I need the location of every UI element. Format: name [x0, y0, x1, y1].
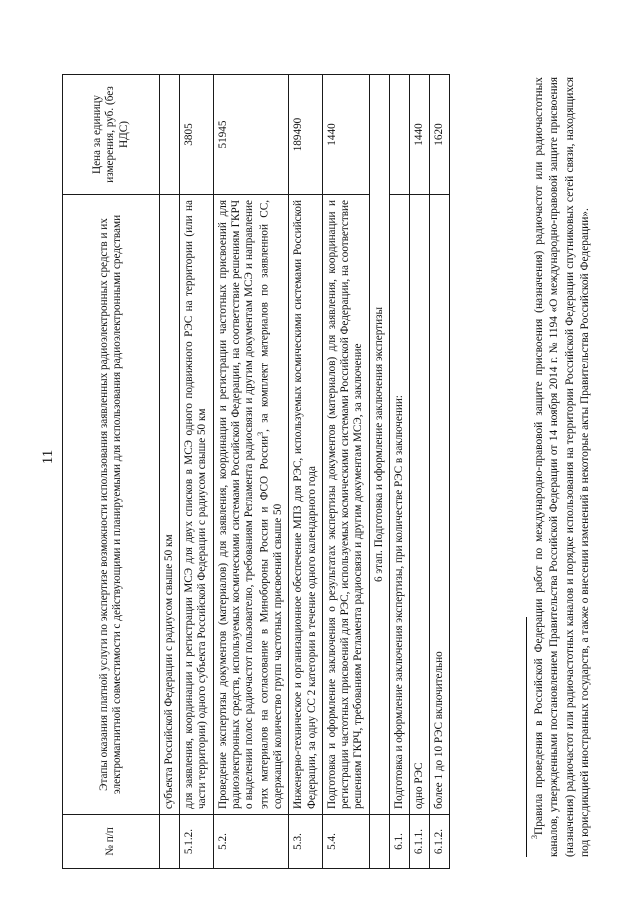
table-row — [160, 75, 180, 869]
table-row — [213, 75, 289, 869]
table-row — [289, 75, 322, 869]
row-description — [213, 195, 289, 815]
row-num: 6.1. — [389, 815, 409, 869]
row-description: Инженерно-техническое и организационное обеспечение МПЗ для РЭС, используемых космическими системами Российской Федерации, за одну СС 2 категории в течение одного календарного года — [289, 195, 322, 815]
row-price: 189490 — [289, 75, 322, 195]
row-price — [160, 75, 180, 195]
header-description: Этапы оказания платной услуги по экспертизе возможности использования заявленных радиоэлектронных средств и их электромагнитной совместимости с действующими и планируемыми для использования радиоэлектронными средствами — [63, 195, 160, 815]
row-num: 6.1.1. — [410, 815, 430, 869]
row-price: 51945 — [213, 75, 289, 195]
table-row — [180, 75, 213, 869]
price-table — [62, 74, 450, 869]
table-row — [322, 75, 369, 869]
row-description: Подготовка и оформление заключения экспертизы, при количестве РЭС в заключении: — [389, 195, 409, 815]
row-num: 6.1.2. — [430, 815, 450, 869]
row-description: Подготовка и оформление заключения о результатах экспертизы документов (материалов) для заявления, координации и регистрации частотных присвоений для РЭС, используемых космическими системами Российской Федерации, на соответствие решениям ГКРЧ, требованиям Регламента радиосвязи и другим документам МСЭ, за заключение — [322, 195, 369, 815]
row-description: субъекта Российской Федерации с радиусом свыше 50 км — [160, 195, 180, 815]
stage-title: 6 этап. Подготовка и оформление заключения экспертизы — [369, 75, 389, 815]
row-num: 5.2. — [213, 815, 289, 869]
row-num: 5.1.2. — [180, 815, 213, 869]
footnote-text: Правила проведения в Российской Федерации работ по международно-правовой защите присвоения (назначения) радиочастот или радиочастотных каналов, утвержденными постановлением Правительства Российской Федерации от 14 ноября 2014 г. № 1194 «О международно-правовой защите присвоения (назначения) радиочастот или радиочастотных каналов и порядке использования на территории Российской Федерации спутниковых сетей связи, находящихся под юрисдикцией иностранных государств, а также о внесении изменений в некоторые акты Правительства Российской Федерации». — [532, 77, 592, 857]
row-description: для заявления, координации и регистрации МСЭ для двух списков в МСЭ одного подвижного РЭС на территории (или на части территории) одного субъекта Российской Федерации с радиусом свыше 50 км — [180, 195, 213, 815]
page-number: 11 — [40, 449, 56, 465]
header-price: Цена за единицу измерения, руб. (без НДС) — [63, 75, 160, 195]
row-description-main: Проведение экспертизы документов (материалов) для заявления, координации и регистрации частотных присвоений для радиоэлектронных средств, используемых космическими системами Российской Федерации, на соответствие решениям ГКРЧ о выделении полос радиочастот пользователю, требованиям Регламента радиосвязи и другим документам МСЭ и направление этих материалов на согласование в Минобороны России и ФСО России — [216, 200, 272, 809]
row-price — [389, 75, 409, 195]
row-num: 5.3. — [289, 815, 322, 869]
row-price: 1620 — [430, 75, 450, 195]
table-header-row — [63, 75, 160, 869]
row-description: более 1 до 10 РЭС включительно — [430, 195, 450, 815]
footnote-mark: 3 — [530, 835, 539, 839]
footnote-reference: 3 — [256, 431, 266, 436]
footnote — [530, 77, 594, 857]
header-num: № п/п — [63, 815, 160, 869]
row-price: 1440 — [322, 75, 369, 195]
row-description: одно РЭС — [410, 195, 430, 815]
table-row — [389, 75, 409, 869]
table-row — [410, 75, 430, 869]
row-price: 1440 — [410, 75, 430, 195]
row-num — [160, 815, 180, 869]
table-row — [430, 75, 450, 869]
row-num: 5.4. — [322, 815, 369, 869]
footnote-separator — [526, 617, 527, 857]
stage-num-empty — [369, 815, 389, 869]
stage-title-row — [369, 75, 389, 869]
row-description-tail: , за комплект материалов по заявленной СС, содержащей количество групп частотных присвоений свыше 50 — [259, 200, 285, 809]
row-price: 3805 — [180, 75, 213, 195]
